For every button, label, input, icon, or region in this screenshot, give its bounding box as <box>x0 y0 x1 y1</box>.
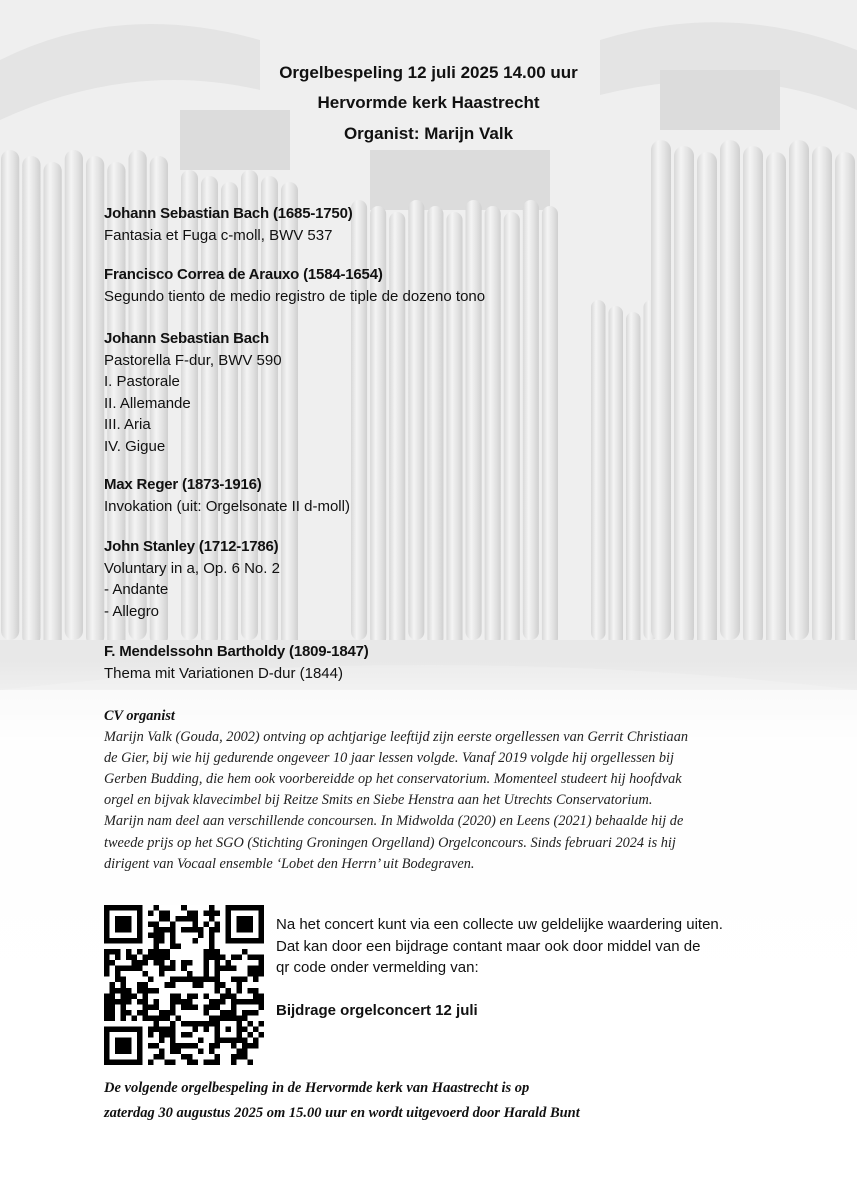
cv-line: Marijn Valk (Gouda, 2002) ontving op achtjarige leeftijd zijn eerste orgellessen van Gerrit Christiaan <box>104 729 688 746</box>
cv-line: Marijn nam deel aan verschillende concoursen. In Midwolda (2020) en Leens (2021) behaalde hij de <box>104 813 684 830</box>
movement: III. Aria <box>104 416 151 433</box>
composer: Johann Sebastian Bach (1685-1750) <box>104 205 353 222</box>
cv-section <box>104 706 754 875</box>
composer: F. Mendelssohn Bartholdy (1809-1847) <box>104 643 369 660</box>
work-title: Segundo tiento de medio registro de tiple de dozeno tono <box>104 287 486 305</box>
program-item <box>104 641 369 684</box>
donation-line: qr code onder vermelding van: <box>276 959 479 977</box>
cv-line: orgel en bijvak klavecimbel bij Reitze Smits en Siebe Henstra aan het Utrechts Conservatorium. <box>104 792 653 809</box>
program-item <box>104 474 350 517</box>
next-concert-notice <box>104 1076 804 1126</box>
concert-title: Orgelbespeling 12 juli 2025 14.00 uur <box>279 63 578 82</box>
program-item <box>104 203 353 246</box>
movement: IV. Gigue <box>104 437 166 455</box>
church-name: Hervormde kerk Haastrecht <box>317 93 540 112</box>
movement: - Andante <box>104 581 169 598</box>
next-concert-line: zaterdag 30 augustus 2025 om 15.00 uur en wordt uitgevoerd door Harald Bunt <box>104 1105 580 1121</box>
cv-line: tweede prijs op het SGO (Stichting Groningen Orgelland) Orgelconcours. Sinds februari 2024 is hij <box>104 834 676 851</box>
work-title: Fantasia et Fuga c-moll, BWV 537 <box>104 226 333 244</box>
movement: - Allegro <box>104 602 160 620</box>
composer: John Stanley (1712-1786) <box>104 538 279 555</box>
work-title: Pastorella F-dur, BWV 590 <box>104 351 282 369</box>
program-item <box>104 264 485 307</box>
composer: Johann Sebastian Bach <box>104 330 270 347</box>
qr-code-icon[interactable] <box>104 905 264 1065</box>
movement: I. Pastorale <box>104 373 180 390</box>
cv-line: dirigent van Vocaal ensemble ‘Lobet den Herrn’ uit Bodegraven. <box>104 855 475 872</box>
cv-line: de Gier, bij wie hij gedurende ongeveer 10 jaar lessen volgde. Vanaf 2019 volgde hij orgellessen bij <box>104 750 674 767</box>
donation-text <box>276 914 796 1021</box>
organist-name: Organist: Marijn Valk <box>343 124 514 143</box>
donation-line: Na het concert kunt via een collecte uw geldelijke waardering uiten. <box>276 916 723 933</box>
movement: II. Allemande <box>104 394 191 412</box>
work-title: Voluntary in a, Op. 6 No. 2 <box>104 559 280 577</box>
donation-reference: Bijdrage orgelconcert 12 juli <box>276 1001 478 1019</box>
cv-line: Gerben Budding, die hem ook voorbereidde op het conservatorium. Momenteel studeert hij hoofdvak <box>104 771 682 788</box>
composer: Max Reger (1873-1916) <box>104 476 262 493</box>
composer: Francisco Correa de Arauxo (1584-1654) <box>104 266 383 283</box>
program-item <box>104 328 282 457</box>
work-title: Invokation (uit: Orgelsonate II d-moll) <box>104 497 350 515</box>
cv-title: CV organist <box>104 708 175 724</box>
program-item <box>104 536 280 622</box>
work-title: Thema mit Variationen D-dur (1844) <box>104 664 343 682</box>
donation-line: Dat kan door een bijdrage contant maar ook door middel van de <box>276 937 701 955</box>
next-concert-line: De volgende orgelbespeling in de Hervormde kerk van Haastrecht is op <box>104 1080 530 1096</box>
